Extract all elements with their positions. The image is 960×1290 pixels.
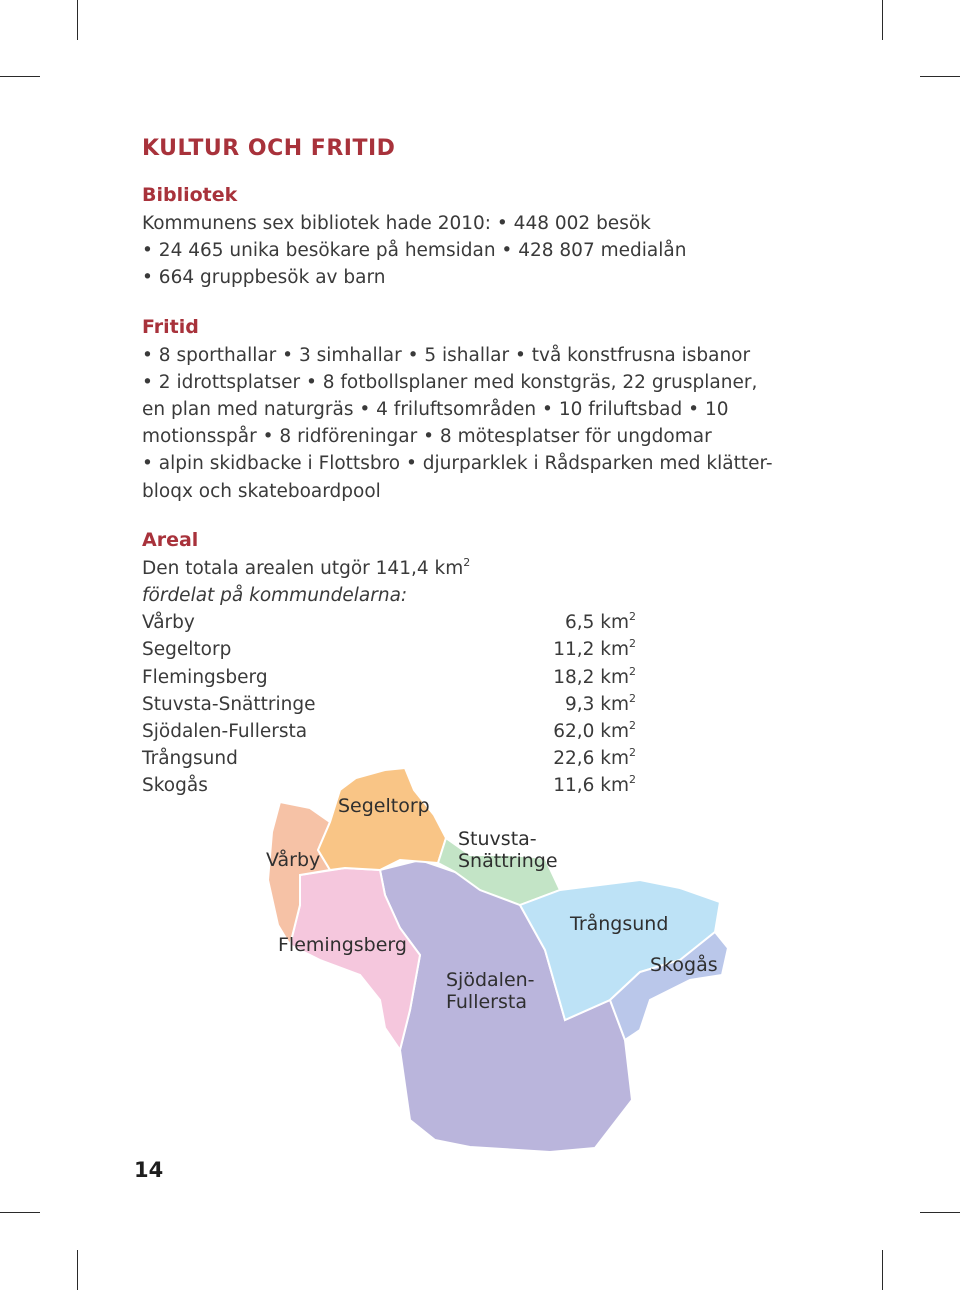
map-label-stuvsta-line2: Snättringe	[458, 850, 558, 872]
superscript: 2	[629, 610, 636, 624]
superscript: 2	[629, 773, 636, 787]
area-value-text: 18,2 km	[553, 666, 629, 688]
area-row	[142, 745, 636, 772]
superscript: 2	[629, 719, 636, 733]
area-value	[536, 718, 636, 745]
map-label-segeltorp: Segeltorp	[338, 795, 430, 817]
area-value	[536, 691, 636, 718]
superscript: 2	[629, 691, 636, 705]
area-row	[142, 664, 636, 691]
area-table	[142, 609, 842, 799]
area-value-text: 9,3 km	[564, 693, 629, 715]
map-label-flemingsberg: Flemingsberg	[278, 934, 407, 956]
text-line: • alpin skidbacke i Flottsbro • djurparklek i Rådsparken med klätter-	[142, 453, 773, 475]
text-line: en plan med naturgräs • 4 friluftsområden • 10 friluftsbad • 10	[142, 399, 729, 421]
area-value-text: 62,0 km	[553, 721, 629, 743]
area-row	[142, 636, 636, 663]
text-line: • 2 idrottsplatser • 8 fotbollsplaner med konstgräs, 22 grusplaner,	[142, 371, 758, 393]
area-value	[536, 664, 636, 691]
section-heading-areal: Areal	[142, 528, 199, 551]
superscript: 2	[629, 664, 636, 678]
area-value-text: 22,6 km	[553, 748, 629, 770]
map-label-stuvsta-line1: Stuvsta-	[458, 828, 537, 850]
area-name: Trångsund	[142, 748, 238, 770]
area-value	[536, 636, 636, 663]
page-content	[142, 132, 842, 800]
areal-text	[142, 555, 842, 609]
area-name: Stuvsta-Snättringe	[142, 693, 316, 715]
superscript: 2	[629, 746, 636, 760]
area-name: Vårby	[142, 612, 195, 634]
area-name: Sjödalen-Fullersta	[142, 721, 308, 743]
area-value	[536, 609, 636, 636]
map-label-trangsund: Trångsund	[570, 913, 669, 935]
area-row	[142, 609, 636, 636]
area-value-text: 11,2 km	[553, 639, 629, 661]
page-title: KULTUR OCH FRITID	[142, 136, 396, 161]
text-line: • 8 sporthallar • 3 simhallar • 5 ishallar • två konstfrusna isbanor	[142, 344, 751, 366]
areal-total	[142, 555, 842, 582]
area-value-text: 6,5 km	[564, 612, 629, 634]
area-row	[142, 691, 636, 718]
area-value-text: 11,6 km	[553, 775, 629, 797]
map-label-sjodalen-line1: Sjödalen-	[446, 969, 535, 991]
area-name: Skogås	[142, 775, 208, 797]
text-line: bloqx och skateboardpool	[142, 480, 381, 502]
area-value	[536, 772, 636, 799]
area-name: Segeltorp	[142, 639, 232, 661]
map-label-skogas: Skogås	[650, 954, 718, 976]
areal-subheading: fördelat på kommundelarna:	[142, 585, 408, 607]
text-line: motionsspår • 8 ridföreningar • 8 mötesplatser för ungdomar	[142, 426, 712, 448]
area-row	[142, 718, 636, 745]
superscript: 2	[463, 555, 471, 569]
text-line: • 24 465 unika besökare på hemsidan • 428 807 medialån	[142, 240, 687, 262]
area-value	[536, 745, 636, 772]
page-number: 14	[134, 1158, 164, 1182]
text-line: Kommunens sex bibliotek hade 2010: • 448 002 besök	[142, 213, 651, 234]
section-heading-bibliotek: Bibliotek	[142, 184, 238, 206]
area-row	[142, 772, 636, 799]
text-line: • 664 gruppbesök av barn	[142, 267, 386, 289]
areal-total-text: Den totala arealen utgör 141,4 km	[142, 557, 464, 579]
map-label-sjodalen-line2: Fullersta	[446, 991, 527, 1013]
area-name: Flemingsberg	[142, 666, 268, 688]
section-heading-fritid: Fritid	[142, 315, 199, 338]
bibliotek-text	[142, 210, 842, 292]
superscript: 2	[629, 637, 636, 651]
map-label-varby: Vårby	[266, 849, 321, 871]
fritid-text	[142, 342, 842, 505]
